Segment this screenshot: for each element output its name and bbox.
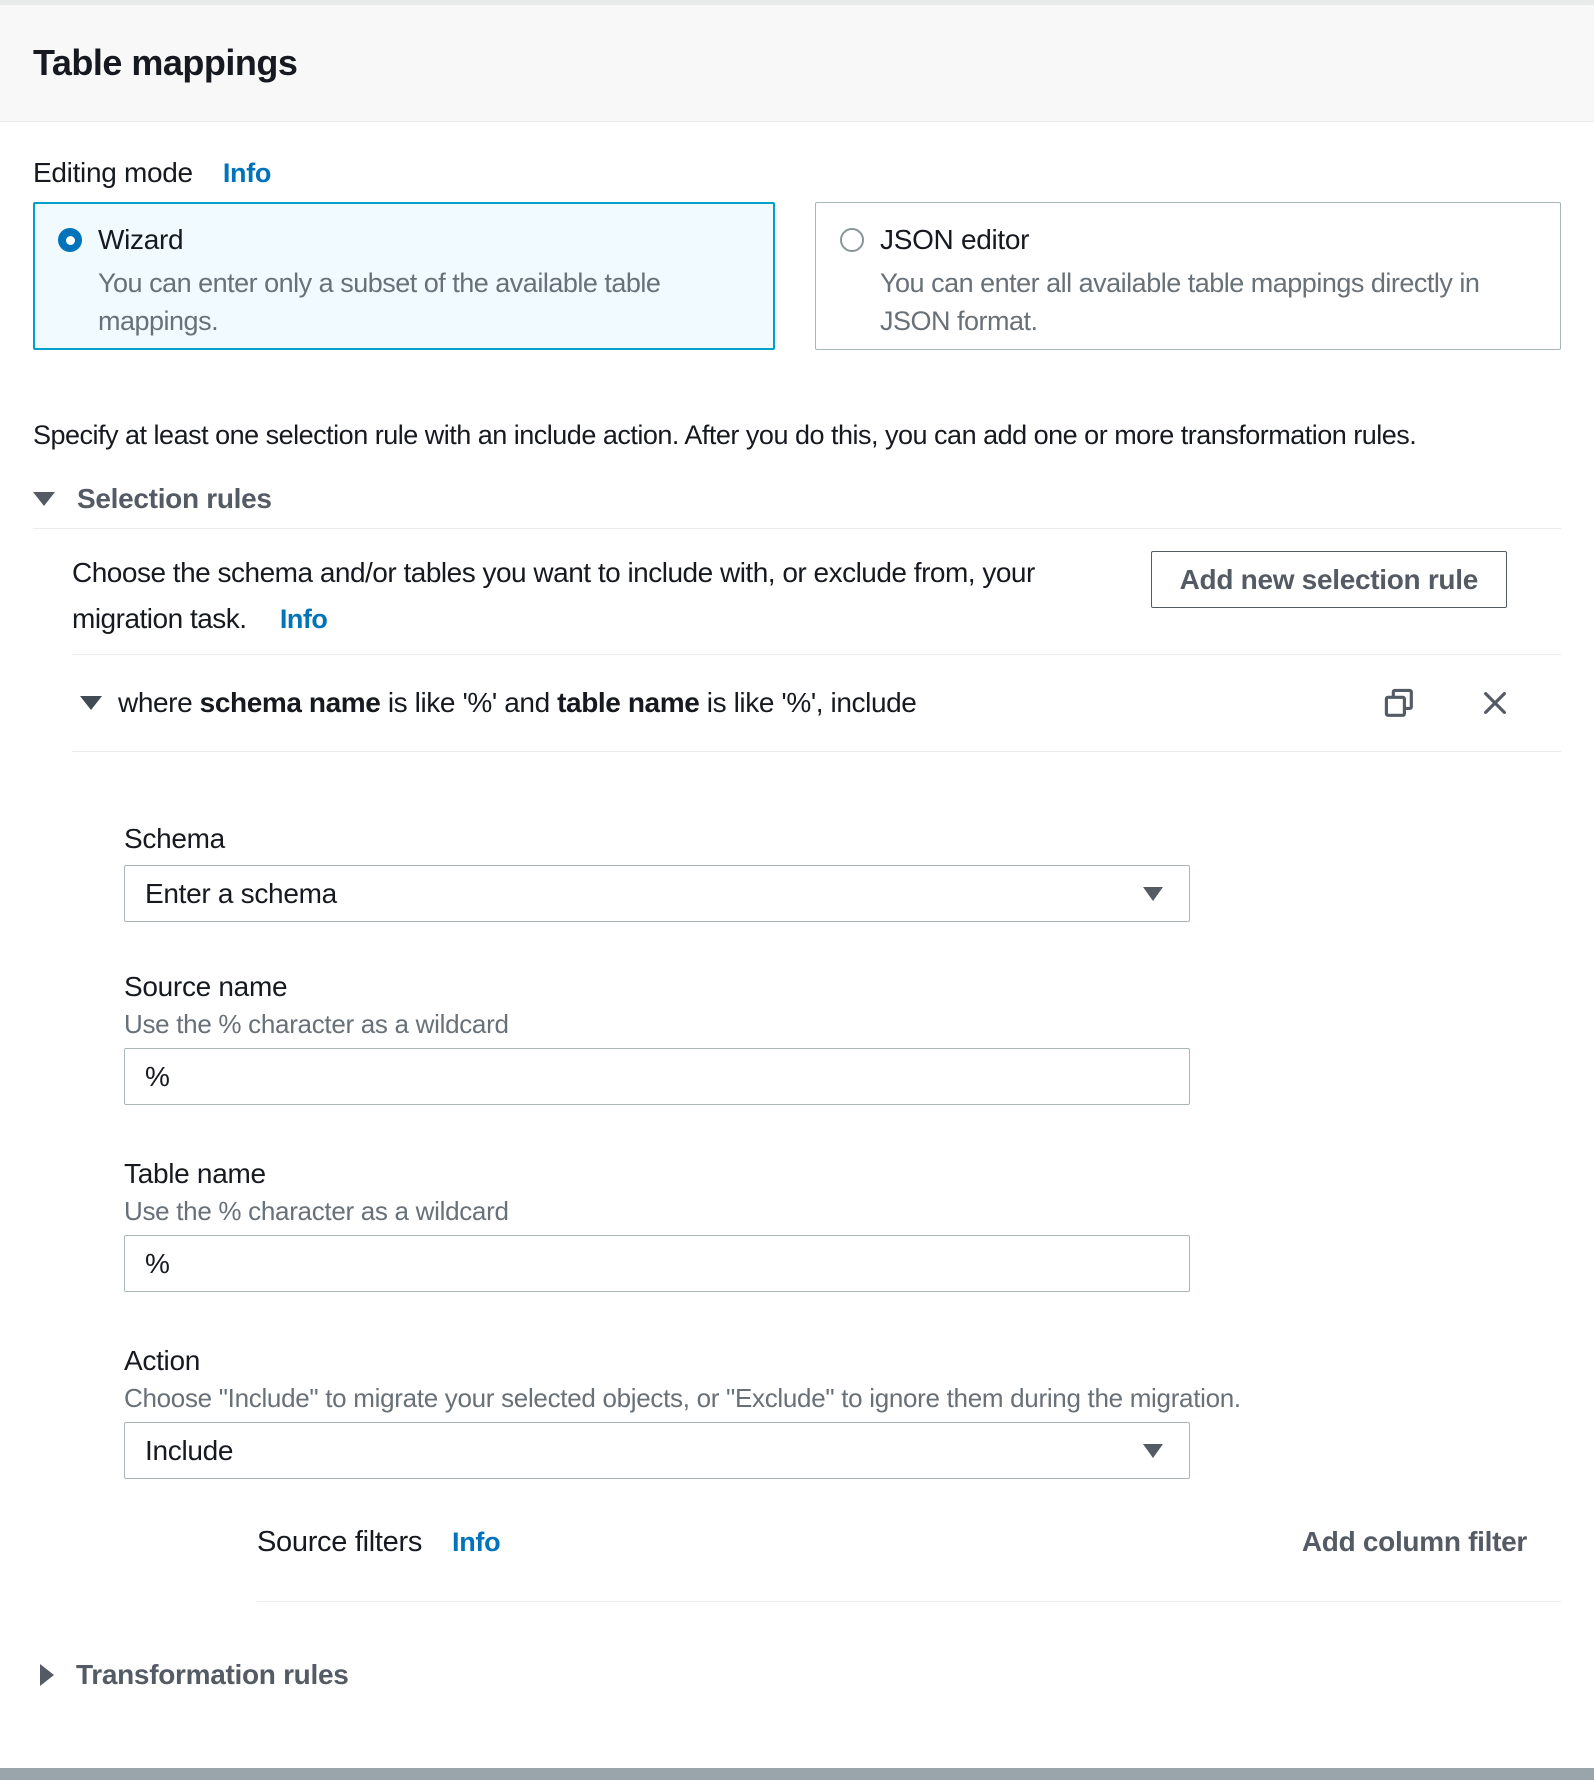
chevron-right-icon [40,1664,54,1686]
selection-rule-card [72,654,1561,1602]
action-select-caret-icon [1143,1444,1163,1458]
action-label: Action [124,1345,201,1376]
rule-summary-text [118,686,916,720]
table-mappings-panel [0,156,1594,1692]
tile-wizard[interactable] [33,202,775,350]
table-name-constraint: Use the % character as a wildcard [124,1196,509,1226]
rule-summary-table-field: table name [557,687,700,718]
json-editor-description: You can enter all available table mappings directly in JSON format. [880,268,1480,336]
schema-label: Schema [124,823,225,854]
source-filters-label: Source filters [257,1526,423,1558]
add-column-filter-button[interactable]: Add column filter [1301,1526,1527,1557]
duplicate-rule-button[interactable] [1381,685,1417,721]
table-mappings-header [0,5,1594,122]
source-name-constraint: Use the % character as a wildcard [124,1009,509,1039]
rule-summary-row[interactable] [72,655,1561,752]
intro-text: Specify at least one selection rule with an include action. After you do this, you can add one or more transformation rules. [33,420,1417,450]
rule-summary-suffix: is like '%', include [699,687,917,718]
rule-summary-prefix: where [118,687,200,718]
json-editor-radio-unchecked-icon[interactable] [840,228,864,252]
table-name-label: Table name [124,1158,266,1189]
schema-field-group [124,822,1190,922]
selection-rules-toolbar [33,550,1561,642]
rule-form [124,822,1241,1479]
chevron-down-icon [33,492,55,506]
rule-chevron-down-icon [80,696,102,710]
source-filters-row [257,1523,1561,1602]
action-constraint: Choose "Include" to migrate your selected objects, or "Exclude" to ignore them during the migration. [124,1383,1241,1413]
json-editor-radio-row[interactable] [840,223,1552,257]
wizard-radio-row[interactable] [58,223,766,257]
editing-mode-info-link[interactable]: Info [222,158,272,188]
wizard-label: Wizard [98,224,184,255]
source-filters-info-link[interactable]: Info [452,1527,501,1557]
action-select[interactable] [124,1422,1190,1479]
copy-icon [1381,685,1417,721]
selection-rules-description-text: Choose the schema and/or tables you want to include with, or exclude from, your migration task. [72,557,1035,634]
add-selection-rule-button[interactable]: Add new selection rule [1151,551,1507,608]
rule-summary-middle: is like '%' and [380,687,558,718]
horizontal-scrollbar[interactable] [0,1768,1594,1780]
rule-actions [1381,685,1513,721]
schema-select[interactable] [124,865,1190,922]
page-title: Table mappings [33,42,298,83]
selection-rules-title: Selection rules [77,483,272,514]
table-name-field-group [124,1157,1190,1292]
source-name-label: Source name [124,971,288,1002]
remove-rule-button[interactable] [1477,685,1513,721]
table-name-input[interactable] [124,1235,1190,1292]
action-select-value: Include [145,1434,234,1466]
transformation-rules-title: Transformation rules [76,1659,349,1690]
rule-summary-schema-field: schema name [199,687,381,718]
tile-json-editor[interactable] [815,202,1561,350]
editing-mode-row [33,156,1561,190]
transformation-rules-header[interactable] [33,1658,1561,1692]
selection-rules-description [72,550,1122,642]
wizard-radio-checked-icon[interactable] [58,228,82,252]
json-editor-label: JSON editor [880,224,1030,255]
close-icon [1479,687,1511,719]
selection-rules-header[interactable] [33,482,1561,529]
selection-rules-info-link[interactable]: Info [279,604,328,634]
schema-select-value: Enter a schema [145,877,337,909]
schema-select-caret-icon [1143,887,1163,901]
editing-mode-tiles [33,202,1561,350]
wizard-description: You can enter only a subset of the available table mappings. [98,268,661,336]
source-name-field-group [124,970,1190,1105]
editing-mode-label: Editing mode [33,157,193,188]
source-name-input[interactable] [124,1048,1190,1105]
action-field-group [124,1344,1241,1479]
